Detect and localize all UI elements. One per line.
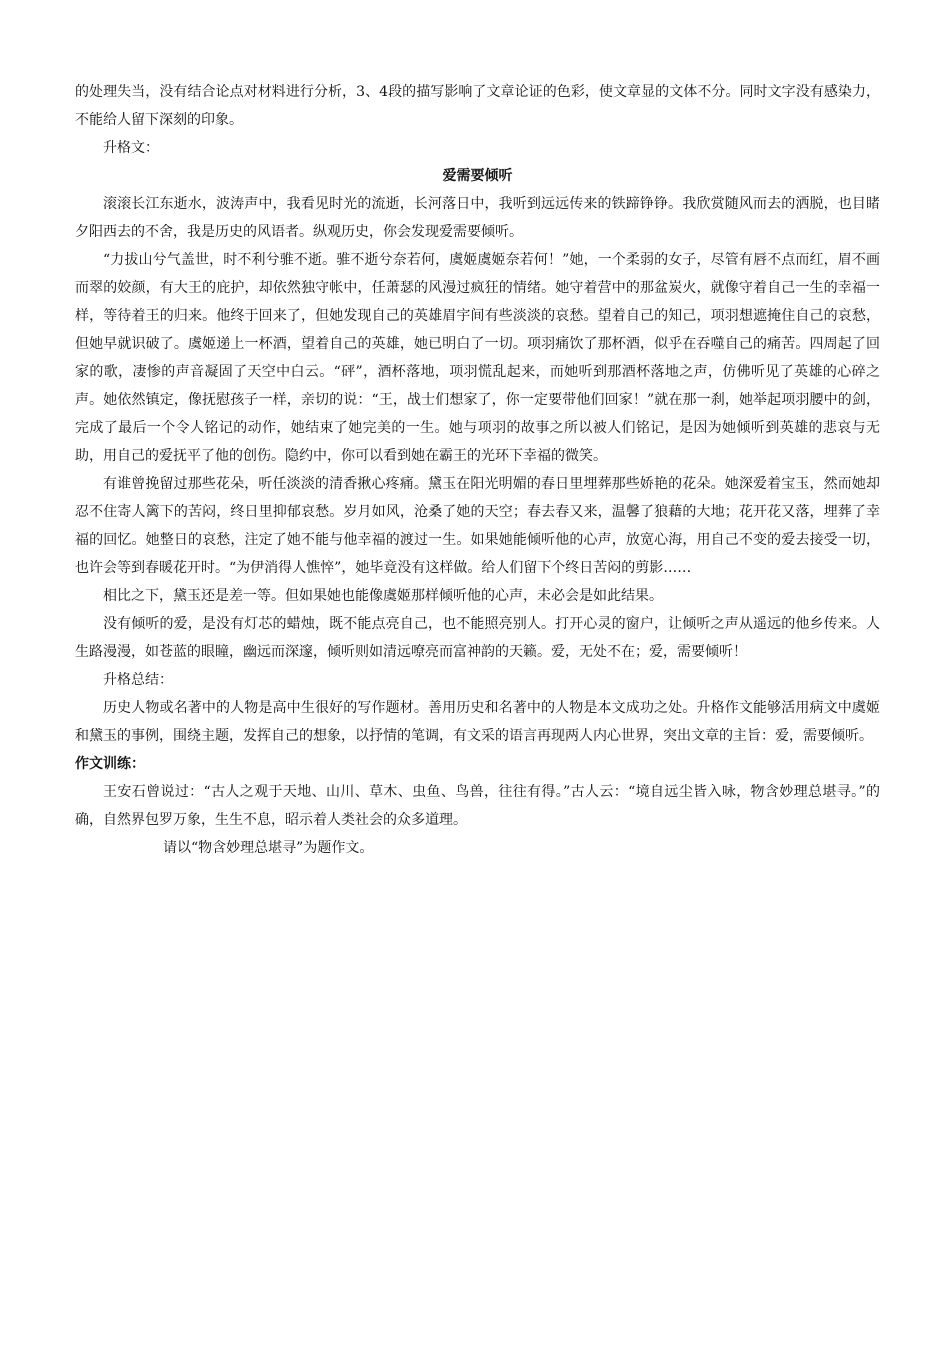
summary-text: 历史人物或名著中的人物是高中生很好的写作题材。善用历史和名著中的人物是本文成功之处。升格作文能够活用病文中虞姬和黛玉的事例，围绕主题，发挥自己的想象，以抒情的笔调，有文采的语言再现两人内心世界，突出文章的主旨：爱，需要倾听。 — [75, 700, 880, 744]
training-text: 王安石曾说过：“古人之观于天地、山川、草木、虫鱼、鸟兽，往往有得。”古人云：“境自远尘皆入咏，物含妙理总堪寻。”的确，自然界包罗万象，生生不息，昭示着人类社会的众多道理。 — [75, 784, 880, 828]
essay-paragraph: “力拔山兮气盖世，时不利兮骓不逝。骓不逝兮奈若何，虞姬虞姬奈若何！”她，一个柔弱的女子，尽管有唇不点而红，眉不画而翠的姣颜，有大王的庇护，却依然独守帐中，任萧瑟的风漫过疯狂的情绪。她守着营中的那盆炭火，就像守着自己一生的幸福一样，等待着王的归来。他终于回来了，但她发现自己的英雄眉宇间有些淡淡的哀愁。望着自己的知己，项羽想遮掩住自己的哀愁，但她早就识破了。虞姬递上一杯酒，望着自己的英雄，她已明白了一切。项羽痛饮了那杯酒，似乎在吞噬自己的痛苦。四周起了回家的歌，凄惨的声音凝固了天空中白云。“砰”，酒杯落地，项羽慌乱起来，而她听到那酒杯落地之声，仿佛听见了英雄的心碎之声。她依然镇定，像抚慰孩子一样，亲切的说：“王，战士们想家了，你一定要带他们回家！”就在那一刹，她举起项羽腰中的剑，完成了最后一个令人铭记的动作，她结束了她完美的一生。她与项羽的故事之所以被人们铭记，是因为她倾听到英雄的悲哀与无助，用自己的爱抚平了他的创伤。隐约中，你可以看到她在霸王的光环下幸福的微笑。 — [75, 252, 880, 464]
document-page — [75, 78, 880, 862]
upgrade-label: 升格文： — [103, 140, 159, 156]
training-prompt: 请以“物含妙理总堪寻”为题作文。 — [163, 840, 374, 856]
training-heading: 作文训练： — [75, 756, 145, 772]
essay-paragraph: 相比之下，黛玉还是差一等。但如果她也能像虞姬那样倾听他的心声，未必会是如此结果。 — [103, 588, 663, 604]
intro-paragraph: 的处理失当，没有结合论点对材料进行分析，3、4段的描写影响了文章论证的色彩，使文章显的文体不分。同时文字没有感染力，不能给人留下深刻的印象。 — [75, 84, 880, 128]
essay-paragraph: 滚滚长江东逝水，波涛声中，我看见时光的流逝，长河落日中，我听到远远传来的铁蹄铮铮。我欣赏随风而去的洒脱，也目睹夕阳西去的不舍，我是历史的风语者。纵观历史，你会发现爱需要倾听。 — [75, 196, 880, 240]
essay-paragraph: 没有倾听的爱，是没有灯芯的蜡烛，既不能点亮自己，也不能照亮别人。打开心灵的窗户，让倾听之声从遥远的他乡传来。人生路漫漫，如苍蓝的眼瞳，幽远而深邃，倾听则如清远嘹亮而富神韵的天籁。爱，无处不在；爱，需要倾听！ — [75, 616, 880, 660]
essay-paragraph: 有谁曾挽留过那些花朵，听任淡淡的清香揪心疼痛。黛玉在阳光明媚的春日里埋葬那些娇艳的花朵。她深爱着宝玉，然而她却忍不住寄人篱下的苦闷，终日里抑郁哀愁。岁月如风，沧桑了她的天空；春去春又来，温馨了狼藉的大地；花开花又落，埋葬了幸福的回忆。她整日的哀愁，注定了她不能与他幸福的渡过一生。如果她能倾听他的心声，放宽心海，用自己不变的爱去接受一切，也许会等到春暖花开时。“为伊消得人憔悴”，她毕竟没有这样做。给人们留下个终日苦闷的剪影…… — [75, 476, 880, 576]
summary-label: 升格总结： — [103, 672, 173, 688]
essay-title: 爱需要倾听 — [442, 168, 513, 184]
